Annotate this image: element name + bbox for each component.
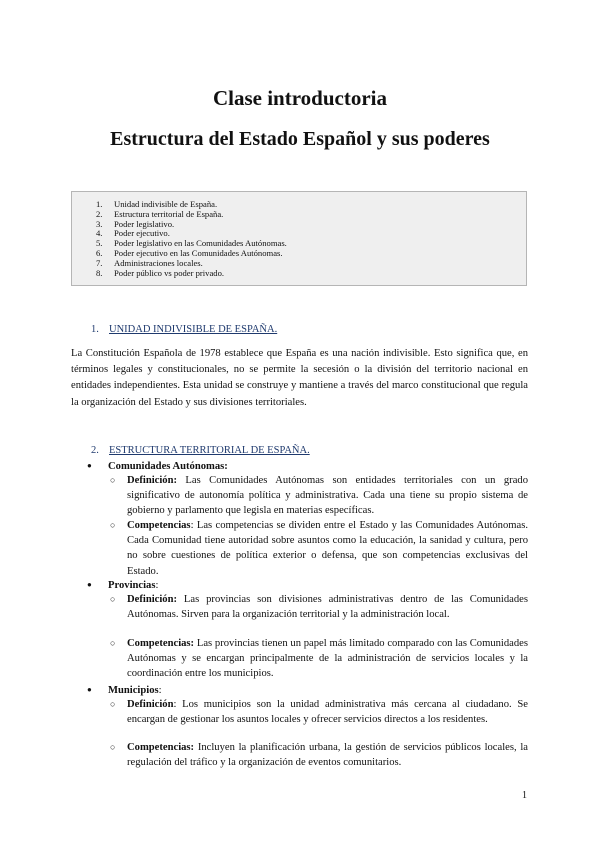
toc-item-label: Poder legislativo en las Comunidades Autónomas. (114, 238, 287, 249)
sub-item-competencias (110, 740, 528, 770)
bullet-suffix: : (155, 580, 159, 591)
toc-item-number: 1. (96, 199, 103, 209)
toc-item-label: Poder ejecutivo. (114, 228, 170, 239)
section-2-number: 2. (91, 445, 99, 456)
toc-item-number: 5. (96, 238, 103, 249)
sub-item-competencias (110, 518, 528, 579)
bullet-municipios (87, 683, 162, 698)
sub-item-term: Definición: (127, 594, 178, 605)
circle-bullet-icon: ○ (110, 638, 116, 648)
sub-item-text: Las provincias tienen un papel más limitado comparado con las Comunidades Autónomas y se encargan principalmente de la administración de servicios locales y la coordinación entre los municipios. (127, 638, 528, 680)
sub-item-term: Definición: (127, 475, 178, 486)
toc-item-label: Poder ejecutivo en las Comunidades Autónomas. (114, 247, 283, 258)
section-1-heading (91, 324, 277, 335)
circle-bullet-icon: ○ (110, 699, 116, 709)
section-1-title: UNIDAD INDIVISIBLE DE ESPAÑA. (109, 324, 278, 335)
toc-item-label: Poder legislativo. (114, 218, 175, 229)
sub-item-term: Competencias (127, 520, 191, 531)
bullet-suffix: : (224, 461, 228, 472)
sub-item-term: Competencias: (127, 638, 195, 649)
sub-item-text: : Los municipios son la unidad administrativa más cercana al ciudadano. Se encargan de gestionar los asuntos locales y ofrecer servicios directos a los residentes. (127, 699, 528, 726)
section-1-number: 1. (91, 324, 99, 335)
bullet-label: Provincias (108, 580, 156, 591)
document-subtitle: Estructura del Estado Español y sus poderes (110, 128, 490, 150)
toc-item-label: Poder público vs poder privado. (114, 267, 225, 278)
sub-item-competencias (110, 636, 528, 682)
toc-list (72, 200, 526, 278)
circle-bullet-icon: ○ (110, 475, 116, 485)
circle-bullet-icon: ○ (110, 594, 116, 604)
section-2-heading (91, 445, 310, 456)
sub-item-definicion (110, 592, 528, 622)
toc-item-number: 7. (96, 257, 103, 268)
bullet-suffix: : (158, 685, 162, 696)
bullet-icon: ● (87, 580, 92, 589)
circle-bullet-icon: ○ (110, 742, 116, 752)
toc-item-label: Unidad indivisible de España. (114, 199, 218, 209)
section-2-title: ESTRUCTURA TERRITORIAL DE ESPAÑA. (109, 445, 310, 456)
toc-item-label: Administraciones locales. (114, 257, 203, 268)
bullet-label: Comunidades Autónomas (108, 461, 225, 472)
toc-item-number: 8. (96, 267, 103, 278)
sub-item-text: : Las competencias se dividen entre el Estado y las Comunidades Autónomas. Cada Comunidad tiene autoridad sobre asuntos como la educación, la sanidad y cultura, pero no sobre cuestiones de política exterior o defensa, que son competencias exclusivas del Estado. (127, 520, 528, 577)
sub-item-text: Incluyen la planificación urbana, la gestión de servicios públicos locales, la regulación del tráfico y la organización de eventos comunitarios. (127, 742, 528, 769)
document-title: Clase introductoria (212, 86, 388, 110)
circle-bullet-icon: ○ (110, 520, 116, 530)
sub-item-definicion (110, 697, 528, 727)
bullet-icon: ● (87, 461, 92, 470)
toc-item-number: 6. (96, 247, 103, 258)
toc-item (72, 269, 526, 279)
sub-item-definicion (110, 473, 528, 519)
toc-item-number: 2. (96, 208, 103, 219)
section-1-paragraph: La Constitución Española de 1978 establece que España es una nación indivisible. Esto significa que, en términos legales y constitucionales, no se permite la secesión o la división del territorio nacional en entidades independientes. Esta unidad se construye y mantiene a través del marco constitucional que regula la organización del Estado y sus divisiones territoriales. (71, 348, 528, 408)
bullet-icon: ● (87, 685, 92, 694)
toc-item-number: 3. (96, 218, 103, 229)
bullet-provincias (87, 578, 158, 593)
page-number: 1 (522, 790, 527, 801)
sub-item-term: Definición (127, 699, 174, 710)
sub-item-term: Competencias: (127, 742, 195, 753)
toc-item-number: 4. (96, 228, 103, 239)
sub-item-text: Las provincias son divisiones administrativas dentro de las Comunidades Autónomas. Sirven para la organización territorial y la administración local. (127, 594, 528, 621)
toc-item-label: Estructura territorial de España. (114, 208, 224, 219)
table-of-contents (71, 191, 527, 286)
bullet-comunidades-autonomas (87, 459, 228, 474)
sub-item-text: Las Comunidades Autónomas son entidades territoriales con un grado significativo de autonomía política y administrativa. Cada una tiene su propio sistema de gobierno y parlamento que legisla en materias específicas. (127, 475, 528, 517)
bullet-label: Municipios (108, 685, 159, 696)
